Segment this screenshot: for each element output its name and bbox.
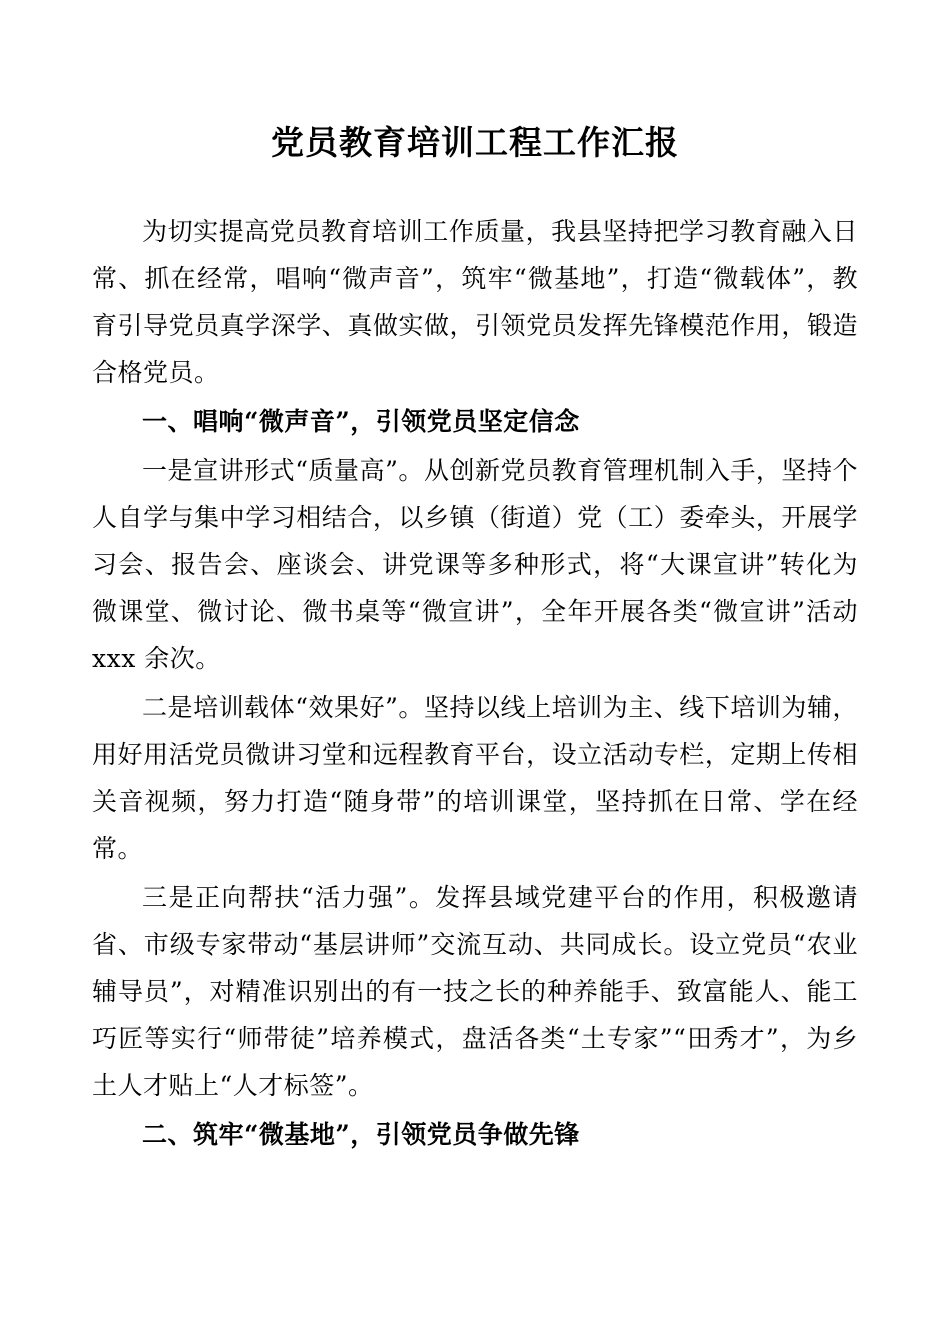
paragraph-intro: 为切实提高党员教育培训工作质量，我县坚持把学习教育融入日常、抓在经常，唱响“微声音”，筑牢“微基地”，打造“微载体”，教育引导党员真学深学、真做实做，引领党员发挥先锋模范作用，锻造合格党员。 [92, 217, 858, 388]
section-heading-one: 一、唱响“微声音”，引领党员坚定信念 [142, 407, 580, 437]
section-heading-two: 二、筑牢“微基地”，引领党员争做先锋 [142, 1120, 580, 1150]
page-title: 党员教育培训工程工作汇报 [271, 123, 679, 162]
paragraph-section1-item1: 一是宣讲形式“质量高”。从创新党员教育管理机制入手，坚持个人自学与集中学习相结合，以乡镇（街道）党（工）委牵头，开展学习会、报告会、座谈会、讲党课等多种形式，将“大课宣讲”转化为微课堂、微讨论、微书桌等“微宣讲”，全年开展各类“微宣讲”活动 xxx 余次。 [92, 456, 858, 674]
paragraph-section1-item2: 二是培训载体“效果好”。坚持以线上培训为主、线下培训为辅，用好用活党员微讲习堂和远程教育平台，设立活动专栏，定期上传相关音视频，努力打造“随身带”的培训课堂，坚持抓在日常、学在经常。 [92, 693, 858, 864]
paragraph-section1-item3: 三是正向帮扶“活力强”。发挥县域党建平台的作用，积极邀请省、市级专家带动“基层讲师”交流互动、共同成长。设立党员“农业辅导员”，对精准识别出的有一技之长的种养能手、致富能人、能工巧匠等实行“师带徒”培养模式，盘活各类“土专家”“田秀才”，为乡土人才贴上“人才标签”。 [92, 883, 858, 1101]
